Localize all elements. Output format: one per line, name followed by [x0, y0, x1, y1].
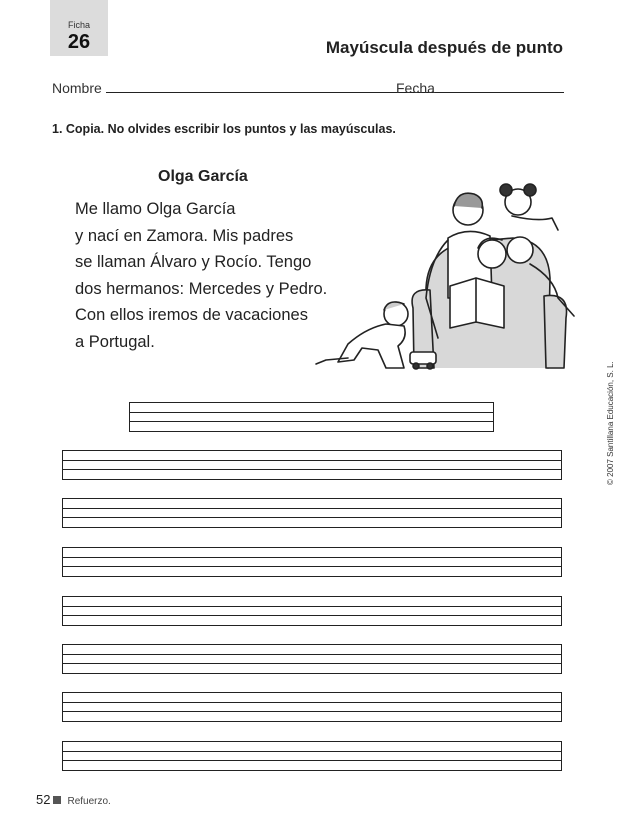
writing-band[interactable]: [62, 741, 562, 771]
family-reading-illustration: [308, 178, 580, 378]
section-label: Refuerzo.: [67, 796, 111, 807]
date-label: Fecha: [396, 80, 435, 96]
reading-line: se llaman Álvaro y Rocío. Tengo: [75, 253, 312, 271]
reading-line: Me llamo Olga García: [75, 200, 236, 218]
name-date-row: [52, 80, 564, 98]
square-bullet-icon: [53, 796, 61, 804]
ficha-label: Ficha: [67, 20, 90, 30]
writing-band[interactable]: [62, 596, 562, 626]
writing-band[interactable]: [62, 692, 562, 722]
reading-line: Con ellos iremos de vacaciones: [75, 306, 308, 324]
writing-band[interactable]: [62, 547, 562, 577]
name-label: Nombre: [52, 80, 102, 96]
reading-text: [75, 196, 327, 355]
exercise-instruction: 1. Copia. No olvides escribir los puntos y las mayúsculas.: [52, 122, 396, 136]
ficha-tab: [50, 0, 108, 56]
page-title: Mayúscula después de punto: [325, 38, 563, 57]
copyright-note: © 2007 Santillana Educación, S. L.: [606, 361, 615, 485]
name-field[interactable]: [106, 92, 438, 93]
page-number: 52: [36, 792, 51, 807]
writing-band[interactable]: [62, 644, 562, 674]
writing-band[interactable]: [62, 498, 562, 528]
ficha-number: 26: [67, 31, 91, 53]
reading-line: y nací en Zamora. Mis padres: [75, 226, 294, 245]
page-footer: [36, 792, 111, 807]
writing-band[interactable]: [129, 402, 494, 432]
reading-line: a Portugal.: [75, 332, 155, 351]
reading-line: dos hermanos: Mercedes y Pedro.: [75, 279, 328, 298]
reading-title: Olga García: [158, 168, 248, 185]
writing-band[interactable]: [62, 450, 562, 480]
date-field[interactable]: [438, 92, 564, 93]
